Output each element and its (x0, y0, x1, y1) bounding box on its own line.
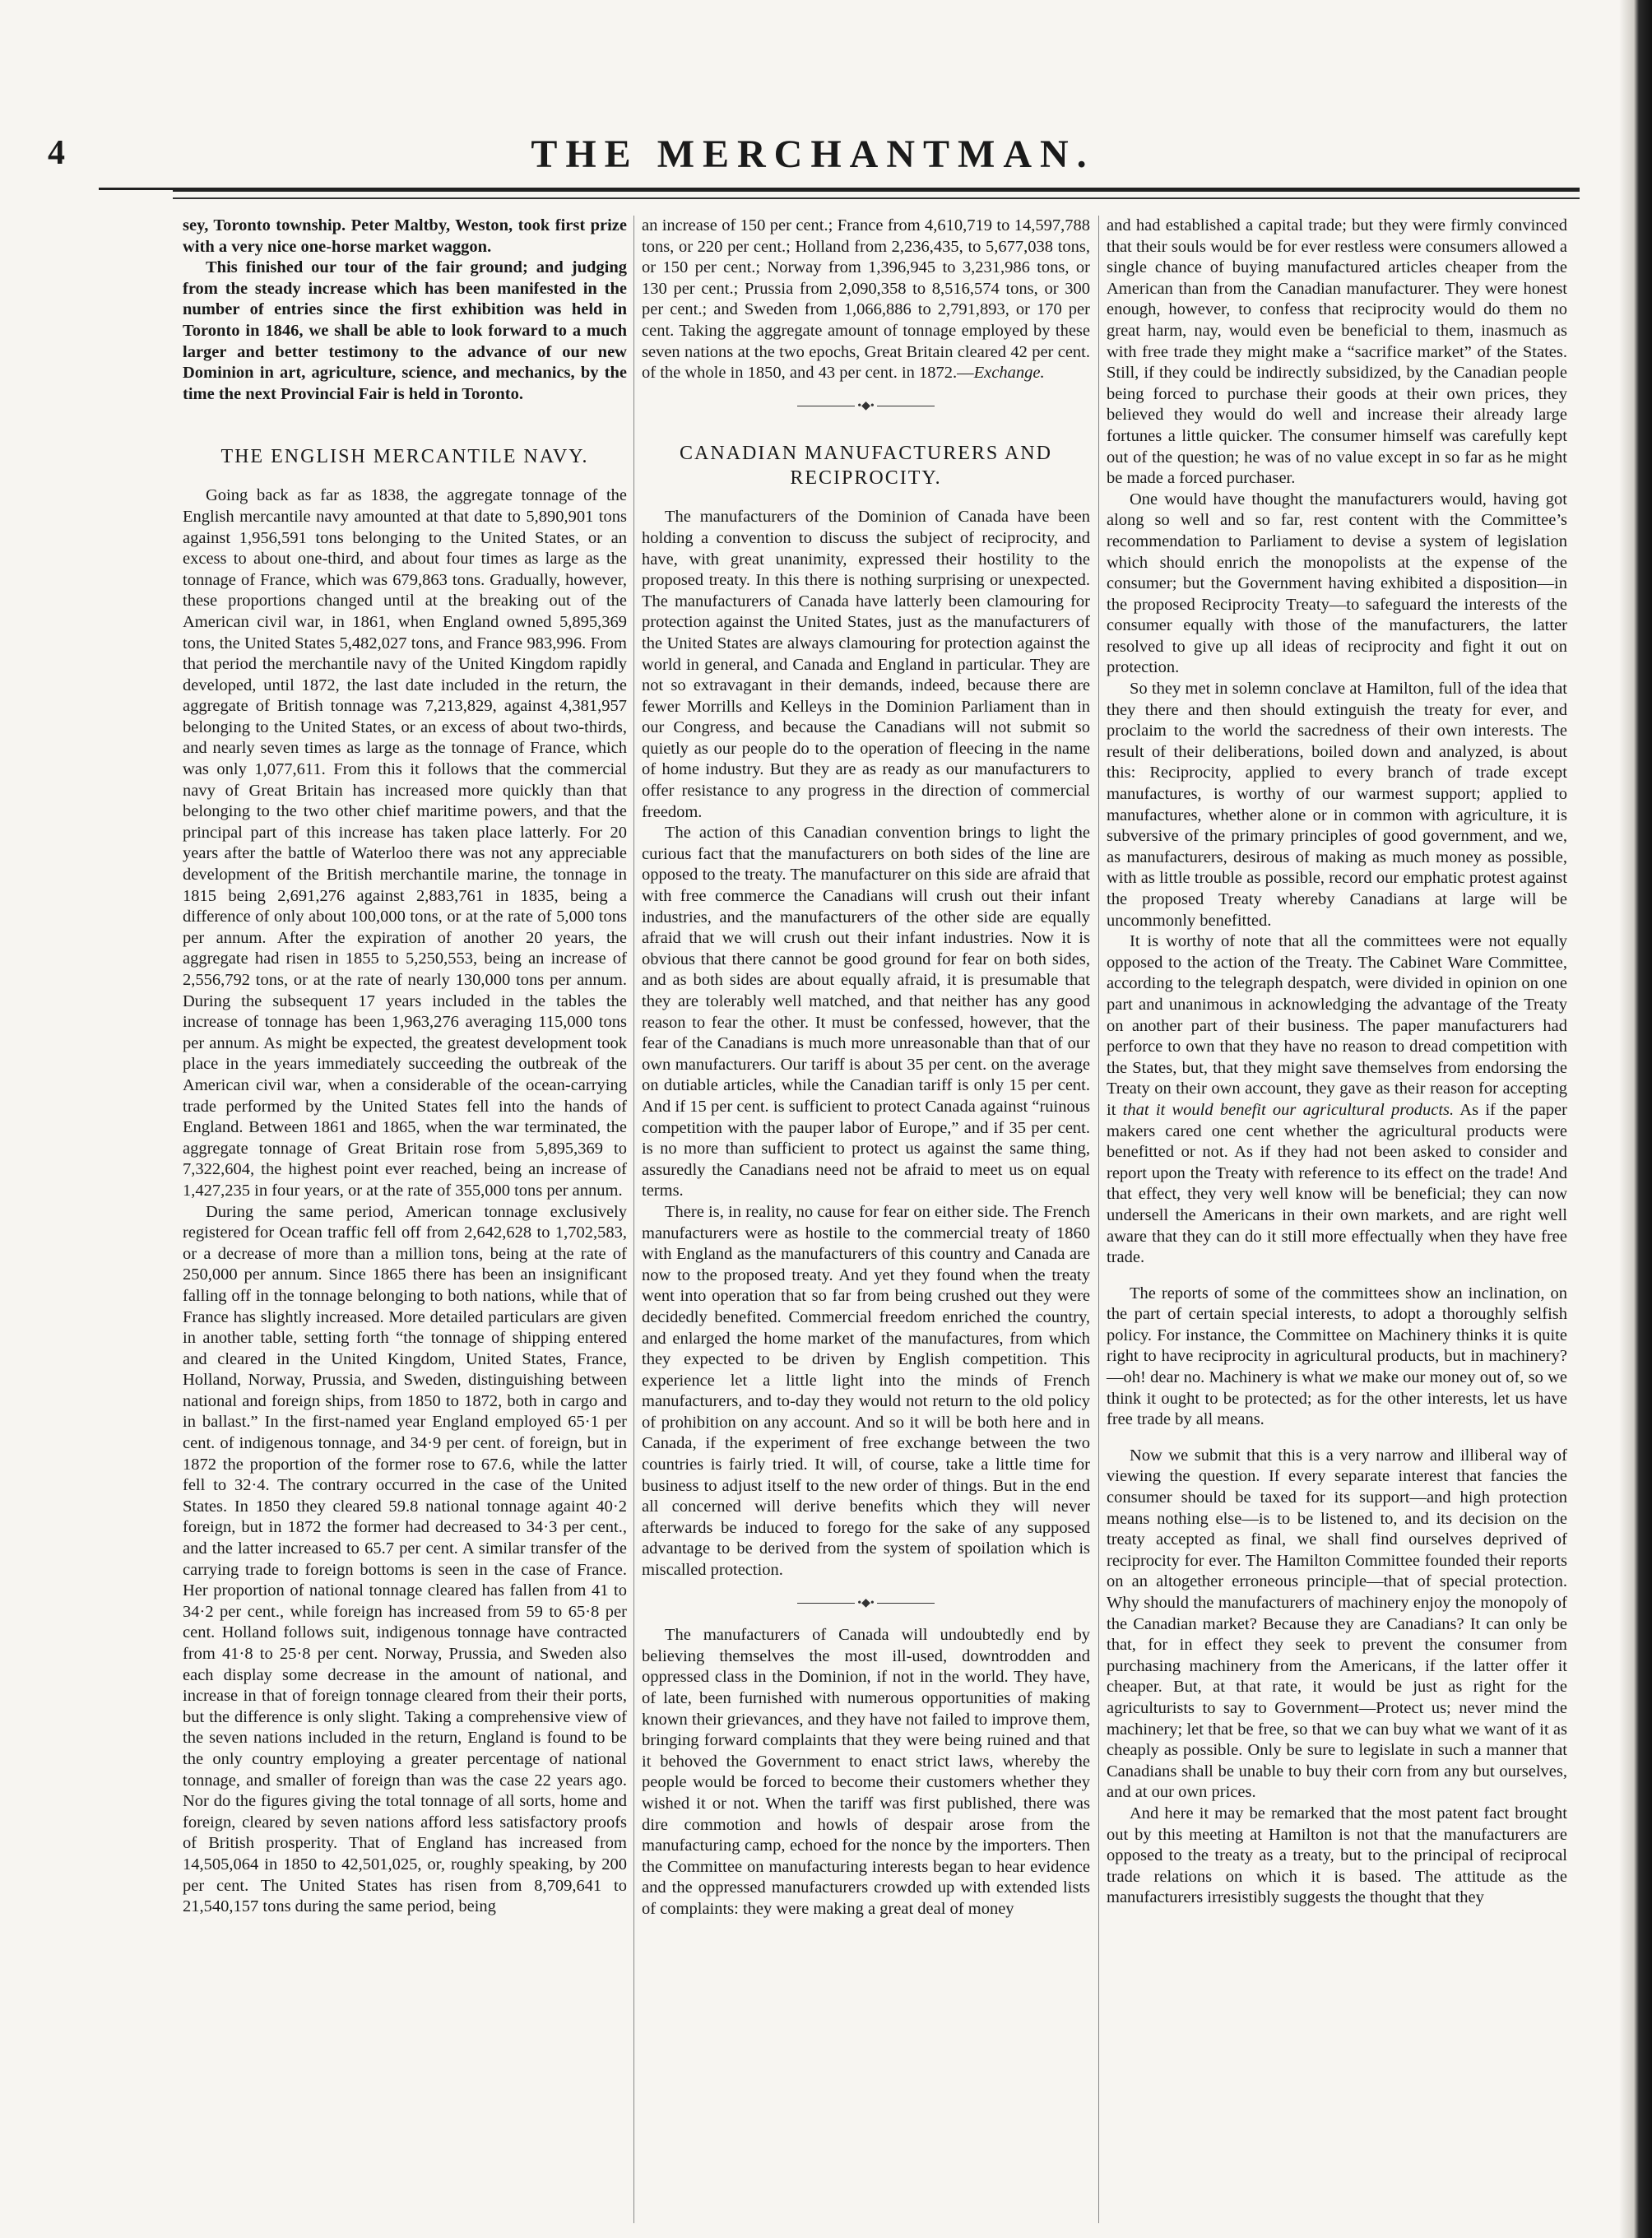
column-3 (1107, 216, 1567, 1909)
italic-word: we (1339, 1368, 1358, 1387)
article-paragraph: The action of this Canadian convention brings to light the curious fact that the manufacturers on both sides of the line are opposed to the treaty. The manufacturer on this side are afraid that with free commerce the Canadians will crush out their infant industries, and the manufacturers of the other side are equally afraid that we will crush out their infant industries. Now it is obvious that there cannot be good ground for fear on both sides, and as both sides are about equally afraid, it is presumable that they are tolerably well matched, and that neither has any good reason to fear the other. It must be confessed, however, that the fear of the Canadians is much more unreasonable than that of our own manufacturers. Our tariff is about 35 per cent. on the average on dutiable articles, while the Canadian tariff is only 15 per cent. And if 15 per cent. is sufficient to protect Canada against “ruinous competition with the pauper labor of Europe,” and if 35 per cent. is no more than sufficient to protect us against the same thing, assuredly the Canadians need not be afraid to meet us on equal terms. (642, 824, 1090, 1200)
article-paragraph: The manufacturers of the Dominion of Canada have been holding a convention to discuss the subject of reciprocity, and have, with great unanimity, expressed their hostility to the proposed treaty. In this there is nothing surprising or unexpected. The manufacturers of Canada have latterly been clamouring for protection against the United States, just as the manufacturers of the United States are always clamouring for protection against the world in general, and Canada and England in particular. They are not so extravagant in their demands, indeed, because there are fewer Morrills and Kelleys in the Dominion Parliament than in our Congress, and because the Canadians will not submit so quietly as our people do to the operation of fleecing in the name of home industry. But they are as ready as our manufacturers to offer resistance to any progress in the direction of commercial freedom. (642, 508, 1090, 821)
masthead (48, 123, 1578, 189)
article-paragraph: The reports of some of the committees show an inclination, on the part of certain special interests, to adopt a thoroughly selfish policy. For instance, the Committee on Machinery thinks it is quite right to have reciprocity in agricultural products, but in machinery?—oh! dear no. Machinery is what we make our money out of, so we think it ought to be protected; as for the other interests, let us have free trade by all means. (1107, 1284, 1568, 1429)
fair-report-ending: sey, Toronto township. Peter Maltby, Weston, took first prize with a very nice one-horse market waggon. (183, 216, 627, 256)
article-heading-canadian-manufacturers: CANADIAN MANUFACTURERS AND RECIPROCITY. (680, 443, 1052, 490)
masthead-rule-left (99, 188, 181, 190)
masthead-rule-thin (173, 197, 1580, 199)
column-2 (642, 216, 1090, 1920)
article-continuation: and had established a capital trade; but they were firmly convinced that their souls would be for ever restless were consumers allowed a single chance of buying manufactured articles cheaper from the American than from the Canadian manufacturer. They were honest enough, however, to confess that reciprocity would do them no great harm, nay, would even be beneficial to them, inasmuch as with free trade they might make a “sacrifice market” of the States. Still, if they could be indirectly subsidized, by the Canadian people being forced to purchase their goods at their own prices, they believed they would do well and increase their already large fortunes a little quicker. The consumer himself was carefully kept out of the question; he was of no value except in so far as he might be made a forced purchaser. (1107, 216, 1567, 488)
column-1 (183, 216, 627, 1918)
journal-title: THE MERCHANTMAN. (531, 132, 1095, 176)
column-divider (633, 216, 634, 2223)
article-heading-mercantile-navy: THE ENGLISH MERCANTILE NAVY. (220, 446, 589, 468)
scan-edge (1619, 0, 1652, 2238)
column-divider (1098, 216, 1099, 2223)
fair-report-conclusion: This finished our tour of the fair ground; and judging from the steady increase which has been manifested in the number of entries since the first exhibition was held in Toronto in 1846, we shall be able to look forward to a much larger and better testimony to the advance of our new Dominion in art, agriculture, science, and mechanics, by the time the next Provincial Fair is held in Toronto. (183, 258, 627, 403)
article-paragraph: So they met in solemn conclave at Hamilton, full of the idea that they there and then should extinguish the treaty for ever, and proclaim to the world the sacredness of their own interests. The result of their deliberations, boiled down and analyzed, is about this: Reciprocity, applied to every branch of trade except manufactures, is worthy of our warmest support; applied to manufactures, whether alone or in common with agriculture, it is subversive of the primary principles of good government, and we, as manufacturers, desirous of making as much money as possible, with as little trouble as possible, record our emphatic protest against the proposed Treaty whereby Canadians at large will be uncommonly benefitted. (1107, 680, 1567, 930)
article-paragraph: During the same period, American tonnage exclusively registered for Ocean traffic fell off from 2,642,628 to 1,702,583, or a decrease of more than a million tons, being at the rate of 250,000 per annum. Since 1865 there has been an insignificant falling off in the tonnage belonging to both nations, while that of France has slightly increased. More detailed particulars are given in another table, setting forth “the tonnage of shipping entered and cleared in the United Kingdom, United States, France, Holland, Norway, Prussia, and Sweden, distinguishing between national and foreign ships, from 1850 to 1872, both in cargo and in ballast.” In the first-named year England employed 65·1 per cent. of indigenous tonnage, and 34·9 per cent. of foreign, but in 1872 the proportion of the former rose to 67.6, while the latter fell to 32·4. The contrary occurred in the case of the United States. In 1850 they cleared 59.8 national tonnage againt 40·2 foreign, but in 1872 the former had decreased to 34·3 per cent., and the latter increased to 65.7 per cent. A similar transfer of the carrying trade to foreign bottoms is seen in the case of France. Her proportion of national tonnage cleared has fallen from 41 to 34·2 per cent., while foreign has increased from 59 to 65·8 per cent. Holland follows suit, indigenous tonnage have contracted from 41·8 to 25·8 per cent. Norway, Prussia, and Sweden also each display some decrease in the amount of national, and increase in that of foreign tonnage cleared from their their ports, but the difference is only slight. Taking a comprehensive view of the seven nations included in the return, England is found to be the only country employing a greater percentage of national tonnage, and smaller of foreign than was the case 22 years ago. Nor do the figures giving the total tonnage of all sorts, home and foreign, cleared by seven nations afford less satisfactory proofs of British prosperity. That of England has increased from 14,505,064 in 1850 to 42,501,025, or, roughly speaking, by 200 per cent. The United States has risen from 8,709,641 to 21,540,157 tons during the same period, being (183, 1202, 627, 1916)
section-separator: •◆• (642, 1593, 1090, 1614)
article-paragraph: The manufacturers of Canada will undoubtedly end by believing themselves the most ill-used, downtrodden and oppressed class in the Dominion, if not in the world. They have, of late, been furnished with numerous opportunities of making known their grievances, and they have not failed to improve them, bringing forward complaints that they were being ruined and that it behoved the Government to enact strict laws, whereby the people would be forced to become their customers whether they wished it or not. When the tariff was first published, there was dire commotion and howls of despair arose from the manufacturing camp, echoed for the nonce by the importers. Then the Committee on manufacturing interests began to hear evidence and the oppressed manufacturers crowded up with extended lists of complaints: they were making a great deal of money (642, 1626, 1090, 1918)
article-paragraph: And here it may be remarked that the most patent fact brought out by this meeting at Hamilton is not that the manufacturers are opposed to the treaty as a treaty, but to the principal of reciprocal trade relations on which it is based. The attitude as the manufacturers irresistibly suggests the thought that they (1107, 1804, 1567, 1907)
article-continuation (642, 216, 1090, 384)
masthead-rule-thick (173, 188, 1580, 192)
article-paragraph: One would have thought the manufacturers would, having got along so well and so far, rest content with the Committee’s recommendation to Parliament to devise a system of legislation which should enrich the monopolists at the expense of the consumer; but the Government having exhibited a disposition—in the proposed Reciprocity Treaty—to safeguard the interests of the consumer equally with those of the manufacturers, the latter resolved to give up all ideas of reciprocity and fight it out on protection. (1107, 490, 1567, 677)
article-paragraph: Going back as far as 1838, the aggregate tonnage of the English mercantile navy amounted at that date to 5,890,901 tons against 1,956,591 tons belonging to the United States, or an excess to about one-third, and about four times as large as the tonnage of France, which was 679,863 tons. Gradually, however, these proportions changed until at the breaking out of the American civil war, in 1861, when England owned 5,895,369 tons, the United States 5,482,027 tons, and France 983,996. From that period the merchantile navy of the United Kingdom rapidly developed, until 1872, the last date included in the return, the aggregate of British tonnage was 7,213,829, against 4,381,957 belonging to the United States, or an excess of about two-thirds, and nearly seven times as large as the tonnage of France, which was only 1,077,611. From this it follows that the commercial navy of Great Britain has increased more quickly than that belonging to the two other chief maritime powers, and that the principal part of this increase has taken place latterly. For 20 years after the battle of Waterloo there was not any appreciable development of the British merchantile marine, the tonnage in 1815 being 2,691,276 against 2,883,761 in 1835, being a difference of only about 100,000 tons, or at the rate of 5,000 tons per annum. After the expiration of another 20 years, the aggregate had risen in 1855 to 5,250,553, being an increase of 2,556,792 tons, or at the rate of nearly 130,000 tons per annum. During the subsequent 17 years included in the tables the increase of tonnage has been 1,963,276 averaging 115,000 tons per annum. As might be expected, the greatest development took place in the years immediately succeeding the outbreak of the American civil war, when a considerable of the ocean-carrying trade performed by the United States fell into the hands of England. Between 1861 and 1865, when the war terminated, the aggregate tonnage of Great Britain rose from 5,895,369 to 7,322,604, the highest point ever reached, being an increase of 1,427,235 in four years, or at the rate of 355,000 tons per annum. (183, 486, 627, 1200)
italic-phrase: that it would benefit our agricultural products. (1122, 1100, 1455, 1119)
page-number: 4 (48, 134, 67, 172)
section-separator: •◆• (642, 396, 1090, 417)
source-credit: Exchange. (973, 364, 1045, 383)
continuation-text: an increase of 150 per cent.; France from 4,610,719 to 14,597,788 tons, or 220 per cent.; Holland from 2,236,435, to 5,677,038 tons, or 150 per cent.; Norway from 1,396,945 to 3,231,986 tons, or 130 per cent.; Prussia from 2,090,358 to 8,516,574 tons, or 300 per cent.; and Sweden from 1,066,886 to 2,791,893, or 170 per cent. Taking the aggregate amount of tonnage employed by these seven nations at the two epochs, Great Britain cleared 42 per cent. of the whole in 1850, and 43 per cent. in 1872.— (642, 216, 1090, 383)
article-paragraph: There is, in reality, no cause for fear on either side. The French manufacturers were as hostile to the commercial treaty of 1860 with England as the manufacturers of this country and Canada are now to the proposed treaty. And yet they found when the treaty went into operation that so far from being crushed out they were decidedly benefited. Commercial freedom enriched the country, and enlarged the home market of the manufactures, from which they expected to be driven by English competition. This experience let a little light into the minds of French manufacturers, and to-day they would not return to the old policy of prohibition on any account. And so it will be both here and in Canada, if the experiment of free exchange between the two countries is fairly tried. It will, of course, take a little time for business to adjust itself to the new order of things. But in the end all concerned will derive benefits which they will never afterwards be induced to forego for the sake of any supposed advantage to be derived from the system of spoilation which is miscalled protection. (642, 1202, 1090, 1580)
article-paragraph: Now we submit that this is a very narrow and illiberal way of viewing the question. If every separate interest that fancies the consumer should be taxed for its support—and high protection means nothing else—is to be listened to, and its decision on the treaty accepted as final, we shall find ourselves deprived of reciprocity for ever. The Hamilton Committee founded their reports on an altogether erroneous principle—that of special protection. Why should the manufacturers of machinery enjoy the monopoly of the Canadian market? Because they are Canadians? It can only be that, for in effect they seek to prevent the consumer from purchasing machinery from the Americans, if the latter offer it cheaper. But, at that rate, it would be just as right for the agriculturists to say to Government—Protect us; never mind the machinery; let that be free, so that we can buy what we want of it as cheaply as possible. Only be sure to legislate in such a manner that Canadians shall be unable to buy their corn from any but ourselves, and at our own prices. (1107, 1446, 1567, 1802)
article-paragraph: It is worthy of note that all the committees were not equally opposed to the action of the Treaty. The Cabinet Ware Committee, according to the telegraph despatch, were divided in opinion on one part and unanimous in acknowledging the advantage of the Treaty on another part of their business. The paper manufacturers had perforce to own that they have no reason to dread competition with the States, but, that they might save themselves from endorsing the Treaty on their own account, they gave as their reason for accepting it that it would benefit our agricultural products. As if the paper makers cared one cent whether the agricultural products were benefitted or not. As if they had not been asked to consider and report upon the Treaty with reference to its effect on the trade! And that effect, they very well know will be beneficial; they can now undersell the Americans in their own markets, and are right well aware that they can do it still more effectually when they have free trade. (1107, 932, 1567, 1267)
